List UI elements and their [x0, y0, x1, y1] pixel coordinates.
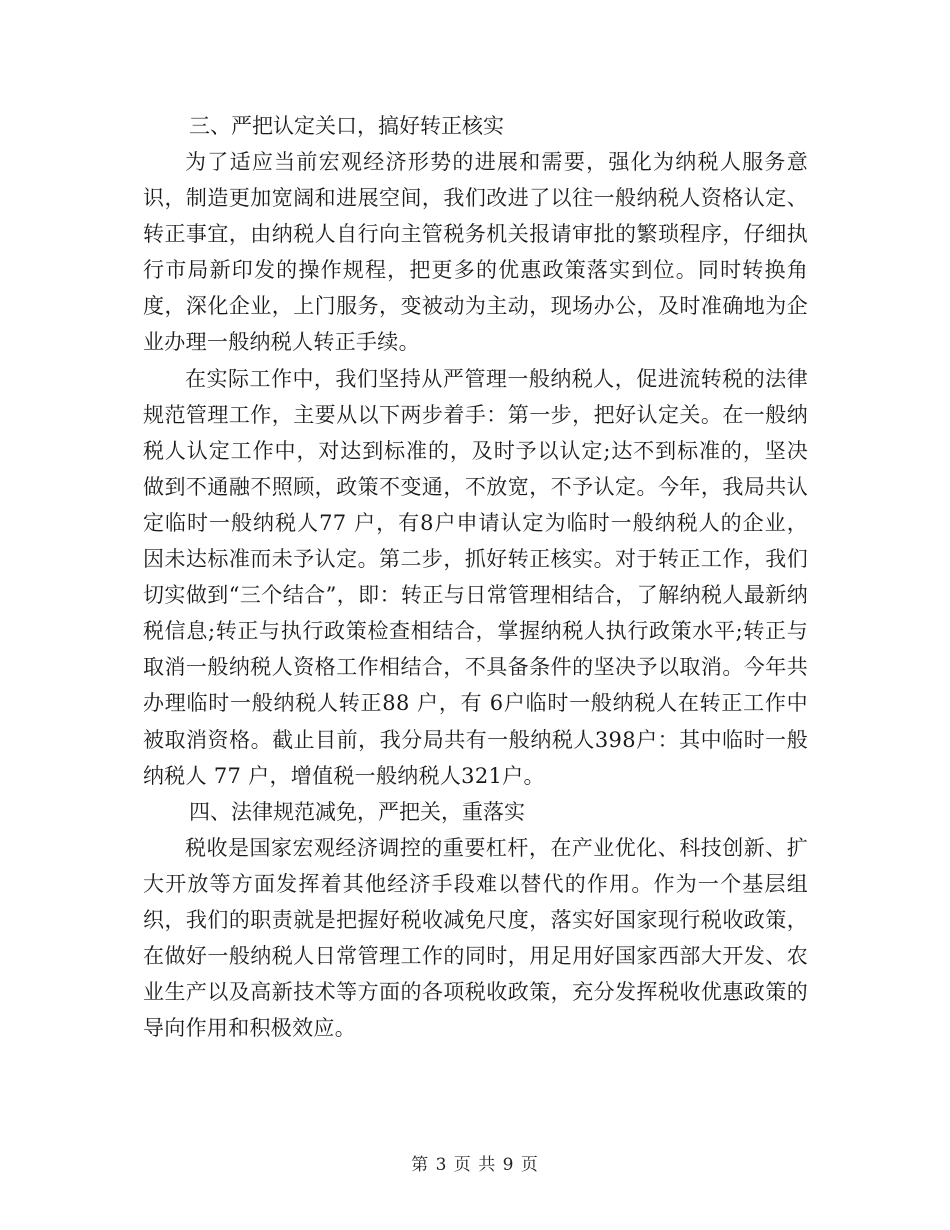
section-heading-3: 三、严把认定关口，搞好转正核实	[189, 114, 504, 138]
document-body	[143, 108, 808, 1046]
paragraph: 在实际工作中，我们坚持从严管理一般纳税人，促进流转税的法律规范管理工作，主要从以下两步着手：第一步，把好认定关。在一般纳税人认定工作中，对达到标准的，及时予以认定;达不到标准的，坚决做到不通融不照顾，政策不变通，不放宽，不予认定。今年，我局共认定临时一般纳税人77 户，有8户申请认定为临时一般纳税人的企业，因未达标准而未予认定。第二步，抓好转正核实。对于转正工作，我们切实做到“三个结合”，即：转正与日常管理相结合，了解纳税人最新纳税信息;转正与执行政策检查相结合，掌握纳税人执行政策水平;转正与取消一般纳税人资格工作相结合，不具备条件的坚决予以取消。今年共办理临时一般纳税人转正88 户，有 6户临时一般纳税人在转正工作中被取消资格。截止目前，我分局共有一般纳税人398户：其中临时一般纳税人 77 户，增值税一般纳税人321户。	[143, 366, 808, 788]
paragraph: 为了适应当前宏观经济形势的进展和需要，强化为纳税人服务意识，制造更加宽阔和进展空间，我们改进了以往一般纳税人资格认定、转正事宜，由纳税人自行向主管税务机关报请审批的繁琐程序，仔细执行市局新印发的操作规程，把更多的优惠政策落实到位。同时转换角度，深化企业，上门服务，变被动为主动，现场办公，及时准确地为企业办理一般纳税人转正手续。	[143, 150, 808, 355]
paragraph: 税收是国家宏观经济调控的重要杠杆，在产业优化、科技创新、扩大开放等方面发挥着其他经济手段难以替代的作用。作为一个基层组织，我们的职责就是把握好税收减免尺度，落实好国家现行税收政策，在做好一般纳税人日常管理工作的同时，用足用好国家西部大开发、农业生产以及高新技术等方面的各项税收政策，充分发挥税收优惠政策的导向作用和积极效应。	[143, 835, 808, 1041]
section-heading-4: 四、法律规范减免，严把关，重落实	[189, 799, 525, 824]
page-number-footer: 第 3 页 共 9 页	[411, 1155, 539, 1175]
